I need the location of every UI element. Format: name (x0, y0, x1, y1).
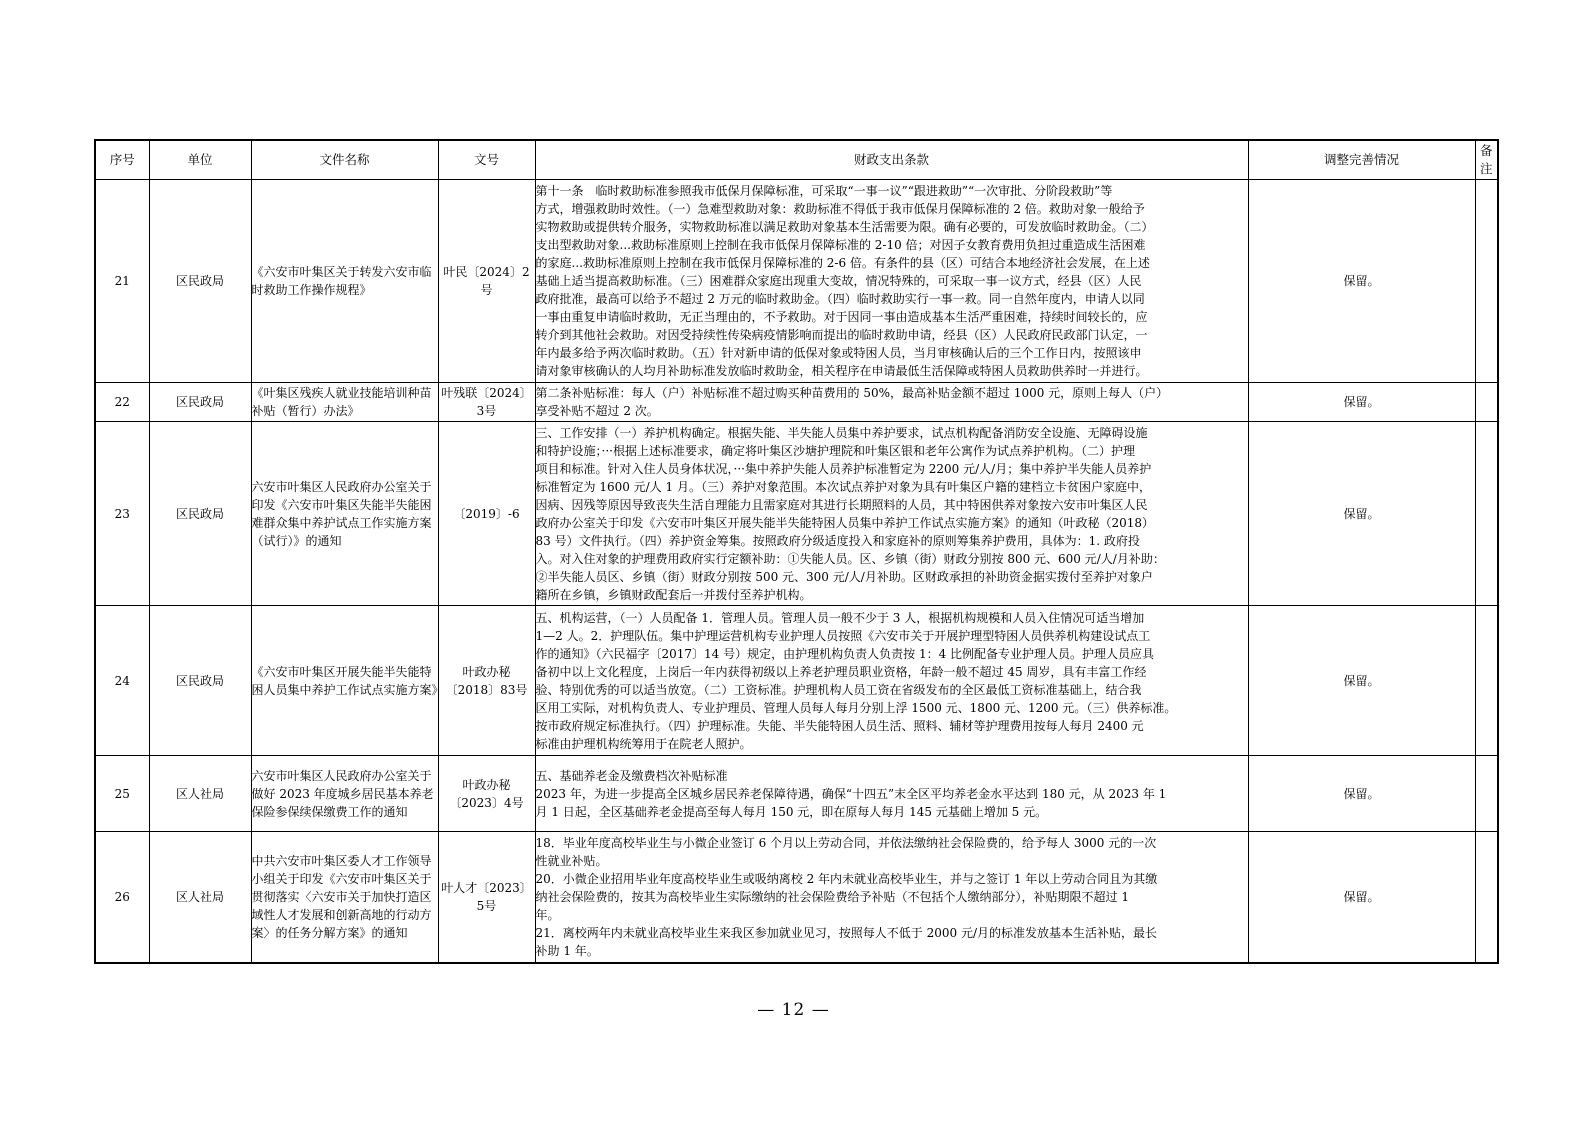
header-seq: 序号 (95, 140, 149, 180)
row-remark (1475, 383, 1498, 422)
row-doc-no: 叶政办秘〔2018〕83号 (438, 606, 535, 756)
clause-line: 20．小微企业招用毕业年度高校毕业生或吸纳离校 2 年内未就业高校毕业生，并与之签订 1 年以上劳动合同且为其缴 (535, 871, 1158, 886)
table-row (95, 832, 1498, 963)
row-doc-no: 叶人才〔2023〕5号 (438, 832, 535, 963)
row-remark (1475, 180, 1498, 383)
clause-line: 请对象审核确认的人均月补助标准发放临时救助金，相关程序在申请最低生活保障或特困人员救助供养时一并进行。 (535, 364, 1148, 378)
clause-line: 21．离校两年内未就业高校毕业生来我区参加就业见习，按照每人不低于 2000 元/月的标准发放基本生活补贴，最长 (535, 925, 1157, 940)
row-clause (535, 756, 1248, 832)
clause-line: 实物救助或提供转介服务，实物救助标准以满足救助对象基本生活需要为限。确有必要的，可发放临时救助金。（二） (535, 220, 1154, 234)
row-clause (535, 606, 1248, 756)
clause-line: 第二条补贴标准：每人（户）补贴标准不超过购买种苗费用的 50%，最高补贴金额不超过 1000 元，原则上每人（户） (535, 386, 1169, 400)
page-number: — 12 — (757, 1000, 830, 1020)
clause-line: ②半失能人员区、乡镇（街）财政分别按 500 元、300 元/人/月补助。区财政承担的补助资金据实拨付至养护对象户 (535, 569, 1153, 584)
clause-line: 政府批准，最高可以给予不超过 2 万元的临时救助金。（四）临时救助实行一事一救。同一自然年度内，申请人以同 (535, 292, 1145, 306)
row-unit: 区人社局 (149, 832, 251, 963)
clause-line: 籍所在乡镇，乡镇财政配套后一并拨付至养护机构。 (535, 587, 812, 602)
row-remark (1475, 606, 1498, 756)
clause-line: 的家庭...救助标准原则上控制在我市低保月保障标准的 2-6 倍。有条件的县（区）可结合本地经济社会发展，在上述 (535, 256, 1150, 270)
clause-line: 因病、因残等原因导致丧失生活自理能力且需家庭对其进行长期照料的人员，其中特困供养对象按六安市叶集区人民 (535, 497, 1148, 512)
row-doc-name: 《六安市叶集区开展失能半失能特困人员集中养护工作试点实施方案》 (251, 606, 438, 756)
clause-line: 83 号）文件执行。（四）养护资金筹集。按照政府分级适度投入和家庭补的原则筹集养护费用，具体为：1. 政府投 (535, 533, 1140, 548)
row-adjust: 保留。 (1248, 383, 1475, 422)
row-adjust: 保留。 (1248, 606, 1475, 756)
row-doc-name: 中共六安市叶集区委人才工作领导小组关于印发《六安市叶集区关于贯彻落实〈六安市关于加快打造区域性人才发展和创新高地的行动方案〉的任务分解方案》的通知 (251, 832, 438, 963)
row-doc-name: 六安市叶集区人民政府办公室关于印发《六安市叶集区失能半失能困难群众集中养护试点工作实施方案（试行）》的通知 (251, 422, 438, 606)
clause-line: 项目和标准。针对入住人员身体状况，···集中养护失能人员养护标准暂定为 2200 元/人/月；集中养护半失能人员养护 (535, 461, 1152, 476)
row-clause (535, 383, 1248, 422)
clause-line: 五、机构运营，（一）人员配备 1．管理人员。管理人员一般不少于 3 人，根据机构规模和人员入住情况可适当增加 (535, 610, 1145, 625)
row-doc-name: 六安市叶集区人民政府办公室关于做好 2023 年度城乡居民基本养老保险参保续保缴费工作的通知 (251, 756, 438, 832)
row-unit: 区民政局 (149, 180, 251, 383)
row-seq: 23 (95, 422, 149, 606)
clause-line: 补助 1 年。 (535, 943, 599, 958)
row-doc-no: 叶民〔2024〕2号 (438, 180, 535, 383)
row-unit: 区人社局 (149, 756, 251, 832)
clause-line: 三、工作安排（一）养护机构确定。根据失能、半失能人员集中养护要求，试点机构配备消防安全设施、无障碍设施 (535, 425, 1148, 440)
header-unit: 单位 (149, 140, 251, 180)
clause-line: 基础上适当提高救助标准。（三）困难群众家庭出现重大变故，情况特殊的，可采取一事一议方式，经县（区）人民 (535, 274, 1142, 288)
clause-line: 2023 年，为进一步提高全区城乡居民养老保障待遇，确保“十四五”末全区平均养老金水平达到 180 元，从 2023 年 1 (535, 786, 1167, 801)
row-doc-no: 叶残联〔2024〕3号 (438, 383, 535, 422)
table-header-row (95, 140, 1498, 180)
clause-line: 年。 (535, 907, 560, 922)
table-row (95, 422, 1498, 606)
row-unit: 区民政局 (149, 383, 251, 422)
clause-line: 方式，增强救助时效性。（一）急难型救助对象：救助标准不得低于我市低保月保障标准的 2 倍。救助对象一般给予 (535, 202, 1145, 216)
row-adjust: 保留。 (1248, 422, 1475, 606)
header-doc-name: 文件名称 (251, 140, 438, 180)
row-remark (1475, 756, 1498, 832)
row-doc-no: 叶政办秘〔2023〕4号 (438, 756, 535, 832)
clause-line: 月 1 日起，全区基础养老金提高至每人每月 150 元，即在原每人每月 145 元基础上增加 5 元。 (535, 804, 1048, 819)
row-remark (1475, 422, 1498, 606)
header-adjust: 调整完善情况 (1248, 140, 1475, 180)
row-clause (535, 422, 1248, 606)
row-adjust: 保留。 (1248, 832, 1475, 963)
clause-line: 区用工实际，对机构负责人、专业护理员、管理人员每人每月分别上浮 1500 元、1800 元、1200 元。（三）供养标准。 (535, 700, 1177, 715)
fiscal-clause-table (94, 139, 1499, 964)
clause-line: 支出型救助对象...救助标准原则上控制在我市低保月保障标准的 2-10 倍；对因子女教育费用负担过重造成生活困难 (535, 238, 1146, 252)
clause-line: 政府办公室关于印发《六安市叶集区开展失能半失能特困人员集中养护工作试点实施方案》的通知（叶政秘（2018） (535, 515, 1155, 530)
clause-line: 转介到其他社会救助。对因受持续性传染病疫情影响而提出的临时救助申请，经县（区）人民政府民政部门认定，一 (535, 328, 1148, 342)
row-clause (535, 832, 1248, 963)
clause-line: 五、基础养老金及缴费档次补贴标准 (535, 768, 728, 783)
row-seq: 21 (95, 180, 149, 383)
clause-line: 验、特别优秀的可以适当放宽。（二）工资标准。护理机构人员工资在省级发布的全区最低工资标准基础上，结合我 (535, 682, 1142, 697)
header-remark: 备注 (1475, 140, 1498, 180)
clause-line: 性就业补贴。 (535, 853, 608, 868)
header-doc-no: 文号 (438, 140, 535, 180)
table-row (95, 383, 1498, 422)
row-seq: 22 (95, 383, 149, 422)
clause-line: 按市政府规定标准执行。（四）护理标准。失能、半失能特困人员生活、照料、辅材等护理费用按每人每月 2400 元 (535, 718, 1144, 733)
row-unit: 区民政局 (149, 606, 251, 756)
row-doc-no: 〔2019〕-6 (438, 422, 535, 606)
clause-line: 年内最多给予两次临时救助。（五）针对新申请的低保对象或特困人员，当月审核确认后的三个工作日内，按照该申 (535, 346, 1142, 360)
clause-line: 备初中以上文化程度，上岗后一年内获得初级以上养老护理员职业资格，年龄一般不超过 45 周岁，具有丰富工作经 (535, 664, 1147, 679)
table-row (95, 606, 1498, 756)
row-seq: 25 (95, 756, 149, 832)
clause-line: 一事由重复申请临时救助，无正当理由的，不予救助。对于因同一事由造成基本生活严重困难，持续时间较长的，应 (535, 310, 1148, 324)
table-row (95, 180, 1498, 383)
table-row (95, 756, 1498, 832)
clause-line: 和特护设施；···根据上述标准要求，确定将叶集区沙塘护理院和叶集区银和老年公寓作为试点养护机构。（二）护理 (535, 443, 1135, 458)
clause-line: 标准暂定为 1600 元/人 1 月。（三）养护对象范围。本次试点养护对象为具有叶集区户籍的建档立卡贫困户家庭中， (535, 479, 1151, 494)
header-clause: 财政支出条款 (535, 140, 1248, 180)
clause-line: 作的通知》（六民福字〔2017〕14 号）规定，由护理机构负责人负责按 1：4 比例配备专业护理人员。护理人员应具 (535, 646, 1155, 661)
clause-line: 第十一条 临时救助标准参照我市低保月保障标准，可采取“一事一议”“跟进救助”“一次审批、分阶段救助”等 (535, 184, 1113, 198)
row-seq: 26 (95, 832, 149, 963)
row-unit: 区民政局 (149, 422, 251, 606)
row-seq: 24 (95, 606, 149, 756)
row-clause (535, 180, 1248, 383)
clause-line: 享受补贴不超过 2 次。 (535, 404, 659, 418)
clause-line: 1—2 人。2．护理队伍。集中护理运营机构专业护理人员按照《六安市关于开展护理型特困人员供养机构建设试点工 (535, 628, 1151, 643)
row-doc-name: 《叶集区残疾人就业技能培训种苗补贴（暂行）办法》 (251, 383, 438, 422)
row-adjust: 保留。 (1248, 756, 1475, 832)
clause-line: 标准由护理机构统筹用于在院老人照护。 (535, 736, 752, 751)
clause-line: 18．毕业年度高校毕业生与小微企业签订 6 个月以上劳动合同，并依法缴纳社会保险费的，给予每人 3000 元的一次 (535, 835, 1157, 850)
clause-line: 入。对入住对象的护理费用政府实行定额补助：①失能人员。区、乡镇（街）财政分别按 800 元、600 元/人/月补助： (535, 551, 1165, 566)
clause-line: 纳社会保险费的，按其为高校毕业生实际缴纳的社会保险费给予补贴（不包括个人缴纳部分），补贴期限不超过 1 (535, 889, 1129, 904)
row-adjust: 保留。 (1248, 180, 1475, 383)
row-remark (1475, 832, 1498, 963)
row-doc-name: 《六安市叶集区关于转发六安市临时救助工作操作规程》 (251, 180, 438, 383)
